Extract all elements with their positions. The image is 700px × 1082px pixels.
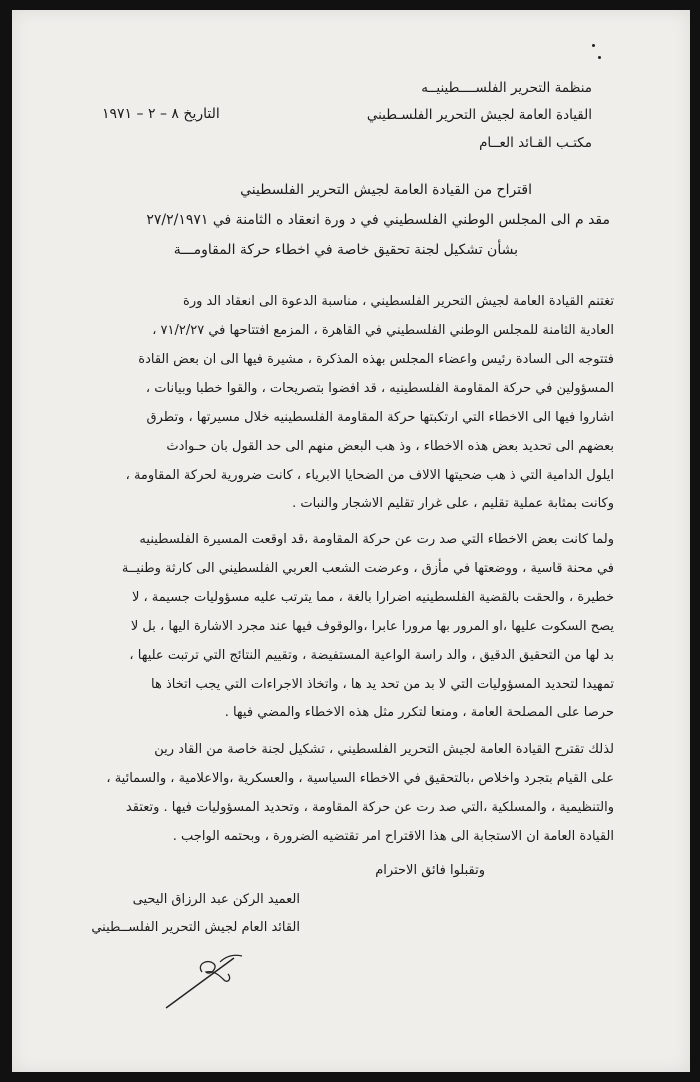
paragraph-3-line: والتنظيمية ، والمسلكية ،التي صد رت عن حركة المقاومة ، وتحديد المسؤوليات فيها . وتعتقد [125, 800, 614, 815]
ink-dot [592, 44, 595, 47]
date-value: ٨ – ٢ – ١٩٧١ [102, 106, 179, 122]
paragraph-3-line: على القيام بتجرد واخلاص ،بالتحقيق في الاخطاء السياسية ، والعسكرية ،والاعلامية ، والسمائية ، [106, 771, 614, 786]
paragraph-2-line: تمهيدا لتحديد المسؤوليات التي لا بد من تحد يد ها ، واتخاذ الاجراءات التي يجب اتخاذ ها [151, 677, 614, 692]
date-label: التاريخ [183, 106, 220, 122]
header-date [102, 106, 220, 122]
paragraph-3-line: القيادة العامة ان الاستجابة الى هذا الاقتراح امر تقتضيه الضرورة ، وبحتمه الواجب . [172, 829, 614, 844]
paragraph-1-line: وكانت بمثابة عملية تقليم ، على غرار تقليم الاشجار والنبات . [292, 496, 614, 511]
paragraph-2-line: يصح السكوت عليها ،او المرور بها مرورا عابرا ،والوقوف فيها عند مجرد الاشارة اليها ، بل لا [130, 619, 614, 634]
paragraph-1-line: تغتنم القيادة العامة لجيش التحرير الفلسطيني ، مناسبة الدعوة الى انعقاد الد ورة [183, 294, 614, 309]
paragraph-1-line: ايلول الدامية التي ذ هب ضحيتها الالاف من الضحايا الابرياء ، كانت ضرورية لحركة المقاومة ، [125, 468, 614, 483]
header-office: مكتـب القـائد العــام [479, 135, 592, 151]
paragraph-1-line: فتتوجه الى السادة رئيس واعضاء المجلس بهذه المذكرة ، مشيرة فيها الى ان بعض القادة [138, 352, 614, 367]
paragraph-3-line: لذلك تقترح القيادة العامة لجيش التحرير الفلسطيني ، تشكيل لجنة خاصة من القاد رين [154, 742, 614, 757]
ink-dot [598, 56, 601, 59]
signatory-name: العميد الركن عبد الرزاق اليحيى [132, 892, 300, 907]
paragraph-2-line: حرصا على المصلحة العامة ، ومنعا لتكرر مثل هذه الاخطاء والمضي فيها . [224, 705, 614, 720]
paragraph-1-line: بعضهم الى تحديد بعض هذه الاخطاء ، وذ هب البعض منهم الى حد القول بان حـوادث [166, 439, 614, 454]
handwritten-signature-icon [162, 950, 262, 1010]
paragraph-1-line: اشاروا فيها الى الاخطاء التي ارتكبتها حركة المقاومة الفلسطينيه خلال مسيرتها ، وتطرق [146, 410, 614, 425]
paragraph-1-line: العادية الثامنة للمجلس الوطني الفلسطيني في القاهرة ، المزمع افتتاحها في ٧١/٢/٢٧ ، [152, 323, 614, 338]
header-command: القيادة العامة لجيش التحرير الفلسـطيني [366, 107, 592, 123]
paragraph-2-line: في محنة قاسية ، ووضعتها في مأزق ، وعرضت الشعب العربي الفلسطيني الى كارثة وطنيــة [121, 561, 614, 576]
document-page [12, 10, 690, 1072]
title-line-1: اقتراح من القيادة العامة لجيش التحرير الفلسطيني [240, 182, 532, 198]
paragraph-2-line: ولما كانت بعض الاخطاء التي صد رت عن حركة المقاومة ،قد اوقعت المسيرة الفلسطينيه [139, 532, 614, 547]
closing-line: وتقبلوا فائق الاحترام [375, 863, 485, 878]
title-line-2: مقد م الى المجلس الوطني الفلسطيني في د ورة انعقاد ه الثامنة في ٢٧/٢/١٩٧١ [146, 212, 610, 228]
header-org: منظمة التحرير الفلســــطينيــه [421, 80, 592, 96]
title-line-3: بشأن تشكيل لجنة تحقيق خاصة في اخطاء حركة المقاومـــة [173, 242, 518, 258]
paragraph-1-line: المسؤولين في حركة المقاومة الفلسطينيه ، قد افضوا بتصريحات ، والقوا خطبا وبيانات ، [145, 381, 614, 396]
paragraph-2-line: خطيرة ، والحقت بالقضية الفلسطينيه اضرارا بالغة ، مما يترتب عليه مسؤوليات جسيمة ، لا [131, 590, 614, 605]
signatory-position: القائد العام لجيش التحرير الفلســطيني [91, 920, 300, 935]
paragraph-2-line: بد لها من التحقيق الدقيق ، والد راسة الواعية المستفيضة ، وتقييم النتائج التي ترتبت عليها ، [129, 648, 614, 663]
